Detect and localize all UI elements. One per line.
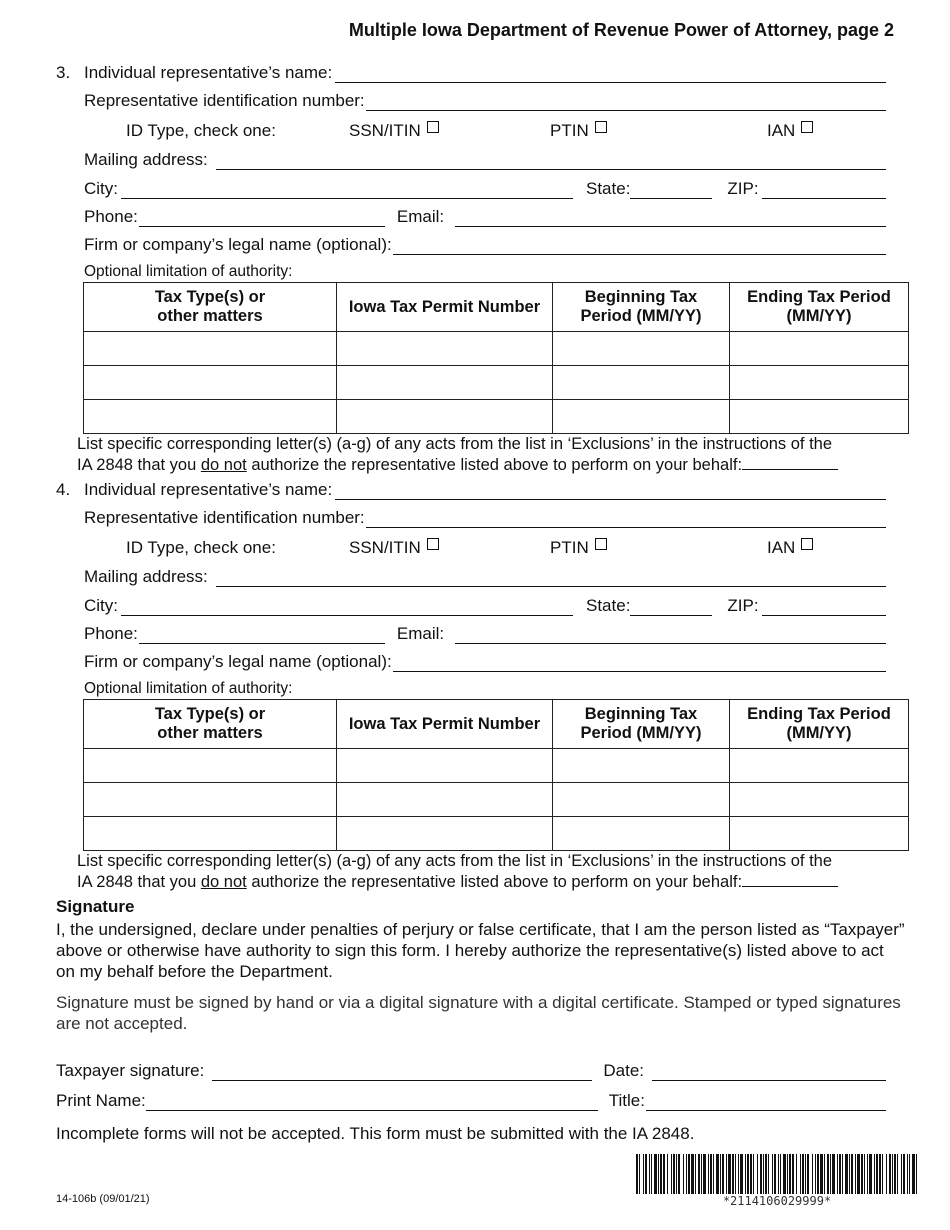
col-header-beginning-period — [553, 283, 730, 332]
phone-label: Phone: — [84, 624, 138, 643]
id-option-ssn-label: SSN/ITIN — [349, 121, 421, 140]
barcode-bar — [815, 1154, 816, 1194]
barcode-bar — [817, 1154, 819, 1194]
state-field[interactable] — [630, 183, 712, 199]
exclusions-field[interactable] — [742, 872, 838, 887]
phone-field[interactable] — [139, 628, 385, 644]
signature-note: Signature must be signed by hand or via a digital signature with a digital certificate. Stamped or typed signatures are not accepted. — [56, 993, 901, 1033]
barcode-bar — [753, 1154, 754, 1194]
table-cell[interactable] — [553, 400, 730, 434]
table-cell[interactable] — [84, 332, 337, 366]
state-field[interactable] — [630, 600, 712, 616]
state-label: State: — [586, 179, 631, 198]
form-code: 14-106b (09/01/21) — [56, 1193, 150, 1205]
barcode-bar — [688, 1154, 690, 1194]
barcode-bar — [778, 1154, 779, 1194]
barcode-bar — [789, 1154, 791, 1194]
col-header-beginning-period-text: Beginning Tax Period (MM/YY) — [580, 288, 702, 325]
barcode-bar — [876, 1154, 878, 1194]
city-state-zip-row — [84, 179, 889, 199]
barcode-bar — [765, 1154, 767, 1194]
ptin-checkbox[interactable] — [595, 121, 607, 133]
barcode-bar — [716, 1154, 719, 1194]
taxpayer-signature-row — [56, 1061, 889, 1081]
id-option-ssn-label: SSN/ITIN — [349, 538, 421, 557]
barcode-bar — [698, 1154, 700, 1194]
ian-checkbox[interactable] — [801, 538, 813, 550]
firm-label: Firm or company’s legal name (optional): — [84, 652, 392, 671]
barcode-bar — [889, 1154, 891, 1194]
rep-id-number-row — [84, 91, 889, 111]
city-field[interactable] — [121, 600, 573, 616]
table-cell[interactable] — [337, 332, 553, 366]
barcode-bar — [827, 1154, 829, 1194]
col-header-permit-number — [337, 700, 553, 749]
table-cell[interactable] — [337, 817, 553, 851]
taxpayer-signature-field[interactable] — [212, 1065, 592, 1081]
id-type-row — [0, 121, 950, 143]
rep-id-number-row — [84, 508, 889, 528]
id-option-ptin — [550, 538, 589, 558]
ssn-checkbox[interactable] — [427, 121, 439, 133]
barcode-bar — [812, 1154, 813, 1194]
table-cell[interactable] — [84, 400, 337, 434]
barcode-text: *2114106029999* — [722, 1194, 832, 1208]
table-cell[interactable] — [84, 817, 337, 851]
table-cell[interactable] — [730, 749, 909, 783]
barcode-bar — [710, 1154, 712, 1194]
table-cell[interactable] — [730, 783, 909, 817]
firm-field[interactable] — [393, 656, 886, 672]
id-option-ssn — [349, 121, 421, 141]
rep-name-row — [84, 480, 889, 500]
zip-field[interactable] — [762, 183, 886, 199]
id-option-ian — [767, 121, 795, 141]
exclusions-line-2-pre: IA 2848 that you — [77, 456, 201, 474]
col-header-beginning-period-text: Beginning Tax Period (MM/YY) — [580, 705, 702, 742]
barcode-bar — [649, 1154, 650, 1194]
barcode-bar — [658, 1154, 659, 1194]
barcode-bar — [805, 1154, 806, 1194]
col-header-ending-period — [730, 283, 909, 332]
barcode-bar — [738, 1154, 739, 1194]
barcode-bar — [720, 1154, 721, 1194]
signature-heading: Signature — [56, 897, 135, 916]
barcode-bar — [780, 1154, 781, 1194]
barcode-bar — [671, 1154, 672, 1194]
barcode-bar — [869, 1154, 872, 1194]
table-row — [84, 783, 909, 817]
table-cell[interactable] — [553, 366, 730, 400]
barcode-bar — [901, 1154, 902, 1194]
col-header-ending-period-text: Ending Tax Period (MM/YY) — [747, 288, 891, 325]
barcode-bar — [722, 1154, 724, 1194]
barcode-bar — [787, 1154, 788, 1194]
barcode-bar — [701, 1154, 702, 1194]
state-label: State: — [586, 596, 631, 615]
title-field[interactable] — [646, 1095, 886, 1111]
barcode-bar — [800, 1154, 801, 1194]
barcode-bar — [639, 1154, 640, 1194]
barcode-bar — [867, 1154, 868, 1194]
exclusions-line-2-pre: IA 2848 that you — [77, 873, 201, 891]
barcode-bar — [760, 1154, 762, 1194]
barcode-bar — [686, 1154, 687, 1194]
id-type-row — [0, 538, 950, 560]
barcode-bar — [636, 1154, 638, 1194]
barcode-bar — [703, 1154, 706, 1194]
barcode-bar — [907, 1154, 908, 1194]
exclusions-text — [77, 434, 838, 476]
rep-id-number-label: Representative identification number: — [84, 91, 365, 110]
barcode-bar — [660, 1154, 662, 1194]
barcode-bar — [726, 1154, 727, 1194]
ian-checkbox[interactable] — [801, 121, 813, 133]
exclusions-field[interactable] — [742, 455, 838, 470]
id-option-ptin-label: PTIN — [550, 538, 589, 557]
table-cell[interactable] — [553, 332, 730, 366]
table-cell[interactable] — [84, 783, 337, 817]
print-name-field[interactable] — [146, 1095, 598, 1111]
barcode-bar — [916, 1154, 917, 1194]
barcode-bar — [643, 1154, 644, 1194]
barcode-bar — [747, 1154, 749, 1194]
city-label: City: — [84, 596, 118, 615]
barcode-bar — [807, 1154, 809, 1194]
col-header-tax-type — [84, 283, 337, 332]
table-cell[interactable] — [337, 400, 553, 434]
table-cell[interactable] — [337, 366, 553, 400]
barcode-bar — [845, 1154, 848, 1194]
zip-label: ZIP: — [727, 596, 759, 615]
col-header-tax-type — [84, 700, 337, 749]
id-type-label: ID Type, check one: — [126, 538, 276, 557]
firm-field[interactable] — [393, 239, 886, 255]
table-cell[interactable] — [730, 332, 909, 366]
id-option-ian — [767, 538, 795, 558]
table-header-row — [84, 283, 909, 332]
city-label: City: — [84, 179, 118, 198]
ssn-checkbox[interactable] — [427, 538, 439, 550]
rep-id-number-label: Representative identification number: — [84, 508, 365, 527]
barcode-bar — [713, 1154, 714, 1194]
table-header-row — [84, 700, 909, 749]
barcode-bar — [757, 1154, 758, 1194]
table-cell[interactable] — [337, 749, 553, 783]
barcode-bar — [708, 1154, 709, 1194]
barcode-bar — [651, 1154, 652, 1194]
print-name-label: Print Name: — [56, 1091, 146, 1110]
barcode-bar — [792, 1154, 794, 1194]
email-field[interactable] — [455, 628, 886, 644]
phone-email-row — [84, 624, 889, 644]
authority-table — [83, 282, 909, 434]
ptin-checkbox[interactable] — [595, 538, 607, 550]
barcode-bar — [796, 1154, 797, 1194]
barcode-bar — [839, 1154, 841, 1194]
barcode-bar — [874, 1154, 875, 1194]
rep-name-field[interactable] — [335, 484, 886, 500]
col-header-permit-number-text: Iowa Tax Permit Number — [348, 714, 541, 733]
table-row — [84, 332, 909, 366]
table-row — [84, 749, 909, 783]
authority-table — [83, 699, 909, 851]
col-header-beginning-period — [553, 700, 730, 749]
taxpayer-signature-label: Taxpayer signature: — [56, 1061, 205, 1080]
col-header-ending-period-text: Ending Tax Period (MM/YY) — [747, 705, 891, 742]
barcode-bar — [912, 1154, 915, 1194]
table-cell[interactable] — [84, 749, 337, 783]
barcode-bar — [728, 1154, 731, 1194]
phone-field[interactable] — [139, 211, 385, 227]
mailing-field[interactable] — [216, 154, 886, 170]
barcode-bar — [645, 1154, 647, 1194]
barcode-bar — [851, 1154, 853, 1194]
phone-email-row — [84, 207, 889, 227]
incomplete-note: Incomplete forms will not be accepted. This form must be submitted with the IA 2848. — [56, 1124, 695, 1143]
barcode-bar — [820, 1154, 823, 1194]
exclusions-line-2-post: authorize the representative listed above to perform on your behalf: — [246, 873, 743, 891]
col-header-permit-number — [337, 283, 553, 332]
barcode-bar — [678, 1154, 680, 1194]
barcode-bar — [772, 1154, 773, 1194]
mailing-label: Mailing address: — [84, 567, 208, 586]
firm-row — [84, 652, 889, 672]
barcode-bar — [892, 1154, 893, 1194]
barcode-bar — [783, 1154, 786, 1194]
rep-name-label: Individual representative’s name: — [84, 63, 333, 82]
barcode-bar — [824, 1154, 825, 1194]
id-type-label: ID Type, check one: — [126, 121, 276, 140]
barcode-bar — [802, 1154, 804, 1194]
table-cell[interactable] — [730, 817, 909, 851]
col-header-ending-period — [730, 700, 909, 749]
barcode-bar — [667, 1154, 668, 1194]
mailing-row — [84, 150, 889, 170]
exclusions-line-2-post: authorize the representative listed above to perform on your behalf: — [246, 456, 743, 474]
phone-label: Phone: — [84, 207, 138, 226]
barcode — [636, 1154, 918, 1194]
id-option-ssn — [349, 538, 421, 558]
rep-name-field[interactable] — [335, 67, 886, 83]
email-label: Email: — [396, 624, 445, 643]
table-cell[interactable] — [730, 366, 909, 400]
table-cell[interactable] — [553, 749, 730, 783]
col-header-tax-type-text: Tax Type(s) or other matters — [154, 288, 266, 325]
exclusions-do-not: do not — [200, 873, 247, 891]
barcode-bar — [864, 1154, 865, 1194]
rep-id-number-field[interactable] — [366, 95, 886, 111]
limitation-label: Optional limitation of authority: — [84, 680, 293, 697]
barcode-bar — [732, 1154, 734, 1194]
barcode-bar — [909, 1154, 910, 1194]
barcode-bar — [849, 1154, 850, 1194]
barcode-bar — [830, 1154, 831, 1194]
barcode-bar — [842, 1154, 843, 1194]
barcode-bar — [832, 1154, 835, 1194]
table-cell[interactable] — [553, 817, 730, 851]
email-label: Email: — [396, 207, 445, 226]
rep-name-row — [84, 63, 889, 83]
table-cell[interactable] — [730, 400, 909, 434]
section-number: 4. — [56, 480, 71, 499]
barcode-bar — [861, 1154, 863, 1194]
exclusions-line-2 — [77, 455, 838, 476]
barcode-bar — [855, 1154, 856, 1194]
barcode-bar — [745, 1154, 746, 1194]
table-cell[interactable] — [553, 783, 730, 817]
barcode-bar — [897, 1154, 898, 1194]
limitation-label: Optional limitation of authority: — [84, 263, 293, 280]
page-title: Multiple Iowa Department of Revenue Power of Attorney, page 2 — [348, 20, 894, 40]
barcode-bar — [663, 1154, 665, 1194]
table-row — [84, 817, 909, 851]
mailing-row — [84, 567, 889, 587]
barcode-bar — [763, 1154, 764, 1194]
barcode-bar — [768, 1154, 769, 1194]
barcode-bar — [837, 1154, 838, 1194]
date-label: Date: — [603, 1061, 645, 1080]
table-cell[interactable] — [337, 783, 553, 817]
firm-row — [84, 235, 889, 255]
date-field[interactable] — [652, 1065, 886, 1081]
exclusions-text — [77, 851, 838, 893]
id-option-ptin — [550, 121, 589, 141]
signature-declaration: I, the undersigned, declare under penalties of perjury or false certificate, that I am the person listed as “Taxpayer” above or otherwise have authority to sign this form. I hereby authorize the representative(s) listed above to act on my behalf before the Department. — [56, 920, 905, 981]
barcode-bar — [774, 1154, 776, 1194]
table-row — [84, 366, 909, 400]
firm-label: Firm or company’s legal name (optional): — [84, 235, 392, 254]
barcode-bar — [879, 1154, 881, 1194]
title-label: Title: — [608, 1091, 645, 1110]
mailing-label: Mailing address: — [84, 150, 208, 169]
table-cell[interactable] — [84, 366, 337, 400]
city-state-zip-row — [84, 596, 889, 616]
city-field[interactable] — [121, 183, 573, 199]
exclusions-do-not: do not — [200, 456, 247, 474]
exclusions-line-2 — [77, 872, 838, 893]
zip-label: ZIP: — [727, 179, 759, 198]
table-row — [84, 400, 909, 434]
barcode-bar — [683, 1154, 684, 1194]
print-name-row — [56, 1091, 889, 1111]
barcode-bar — [857, 1154, 860, 1194]
barcode-bar — [654, 1154, 657, 1194]
col-header-tax-type-text: Tax Type(s) or other matters — [154, 705, 266, 742]
section-number: 3. — [56, 63, 71, 82]
barcode-bar — [740, 1154, 743, 1194]
barcode-bar — [695, 1154, 696, 1194]
barcode-bar — [676, 1154, 677, 1194]
zip-field[interactable] — [762, 600, 886, 616]
mailing-field[interactable] — [216, 571, 886, 587]
barcode-bar — [735, 1154, 736, 1194]
exclusions-line-1: List specific corresponding letter(s) (a-g) of any acts from the list in ‘Exclusions’ in the instructions of the — [77, 852, 833, 870]
barcode-bar — [750, 1154, 752, 1194]
barcode-bar — [882, 1154, 883, 1194]
id-option-ian-label: IAN — [767, 538, 796, 557]
barcode-bar — [886, 1154, 887, 1194]
barcode-bar — [691, 1154, 694, 1194]
id-option-ptin-label: PTIN — [550, 121, 589, 140]
id-option-ian-label: IAN — [767, 121, 796, 140]
email-field[interactable] — [455, 211, 886, 227]
rep-name-label: Individual representative’s name: — [84, 480, 333, 499]
rep-id-number-field[interactable] — [366, 512, 886, 528]
barcode-bar — [673, 1154, 675, 1194]
col-header-permit-number-text: Iowa Tax Permit Number — [348, 297, 541, 316]
barcode-bar — [894, 1154, 896, 1194]
barcode-bar — [903, 1154, 905, 1194]
exclusions-line-1: List specific corresponding letter(s) (a-g) of any acts from the list in ‘Exclusions’ in the instructions of the — [77, 435, 833, 453]
